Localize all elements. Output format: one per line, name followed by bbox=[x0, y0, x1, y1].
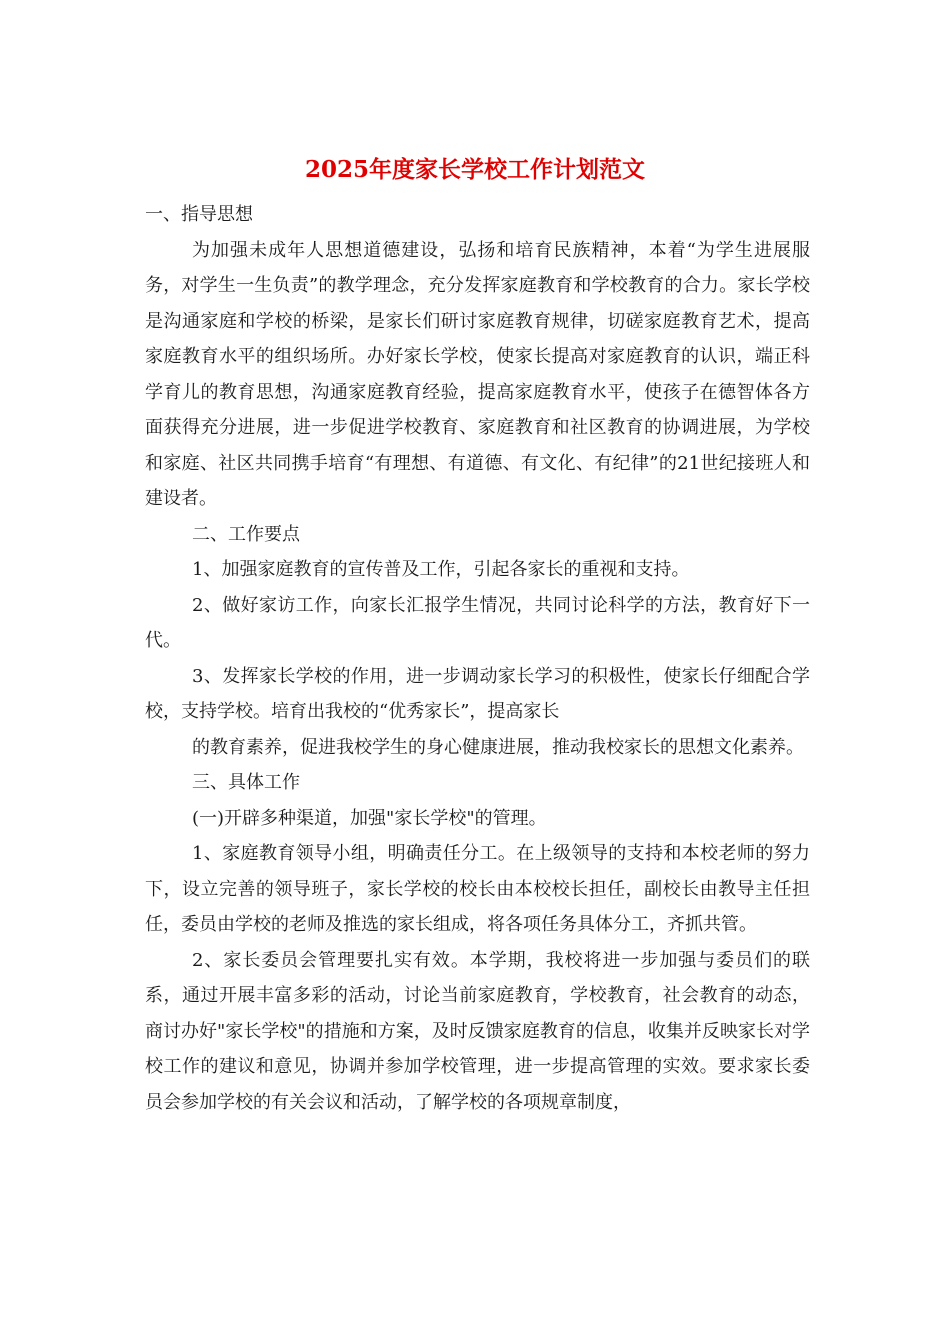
paragraph-continuation: 的教育素养，促进我校学生的身心健康进展，推动我校家长的思想文化素养。 bbox=[192, 736, 804, 758]
list-item: 2、家长委员会管理要扎实有效。本学期，我校将进一步加强与委员们的联系，通过开展丰富多彩的活动，讨论当前家庭教育，学校教育，社会教育的动态，商讨办好"家长学校"的措施和方案，及时反馈家庭教育的信息，收集并反映家长对学校工作的建议和意见，协调并参加学校管理，进一步提高管理的实效。要求家长委员会参加学校的有关会议和活动，了解学校的各项规章制度， bbox=[145, 949, 810, 1113]
list-item: 3、发挥家长学校的作用，进一步调动家长学习的积极性，使家长仔细配合学校，支持学校。培育出我校的“优秀家长”，提高家长 bbox=[145, 665, 810, 722]
sub-heading: (一)开辟多种渠道，加强"家长学校"的管理。 bbox=[192, 807, 547, 829]
document-title: 2025年度家长学校工作计划范文 bbox=[304, 156, 645, 183]
heading-guiding-ideology: 一、指导思想 bbox=[145, 204, 253, 225]
list-item: 1、家庭教育领导小组，明确责任分工。在上级领导的支持和本校老师的努力下，设立完善的领导班子，家长学校的校长由本校校长担任，副校长由教导主任担任，委员由学校的老师及推选的家长组成，将各项任务具体分工，齐抓共管。 bbox=[145, 843, 810, 935]
paragraph: 为加强未成年人思想道德建设，弘扬和培育民族精神，本着“为学生进展服务，对学生一生负责”的教学理念，充分发挥家庭教育和学校教育的合力。家长学校是沟通家庭和学校的桥梁，是家长们研讨家庭教育规律，切磋家庭教育艺术，提高家庭教育水平的组织场所。办好家长学校，使家长提高对家庭教育的认识，端正科学育儿的教育思想，沟通家庭教育经验，提高家庭教育水平，使孩子在德智体各方面获得充分进展，进一步促进学校教育、家庭教育和社区教育的协调进展，为学校和家庭、社区共同携手培育“有理想、有道德、有文化、有纪律”的21世纪接班人和建设者。 bbox=[145, 239, 810, 509]
heading-specific-work: 三、具体工作 bbox=[192, 772, 300, 793]
list-item: 2、做好家访工作，向家长汇报学生情况，共同讨论科学的方法，教育好下一代。 bbox=[145, 594, 810, 651]
heading-work-points: 二、工作要点 bbox=[192, 523, 300, 545]
list-item: 1、加强家庭教育的宣传普及工作，引起各家长的重视和支持。 bbox=[192, 559, 690, 580]
document-body bbox=[145, 197, 810, 1120]
